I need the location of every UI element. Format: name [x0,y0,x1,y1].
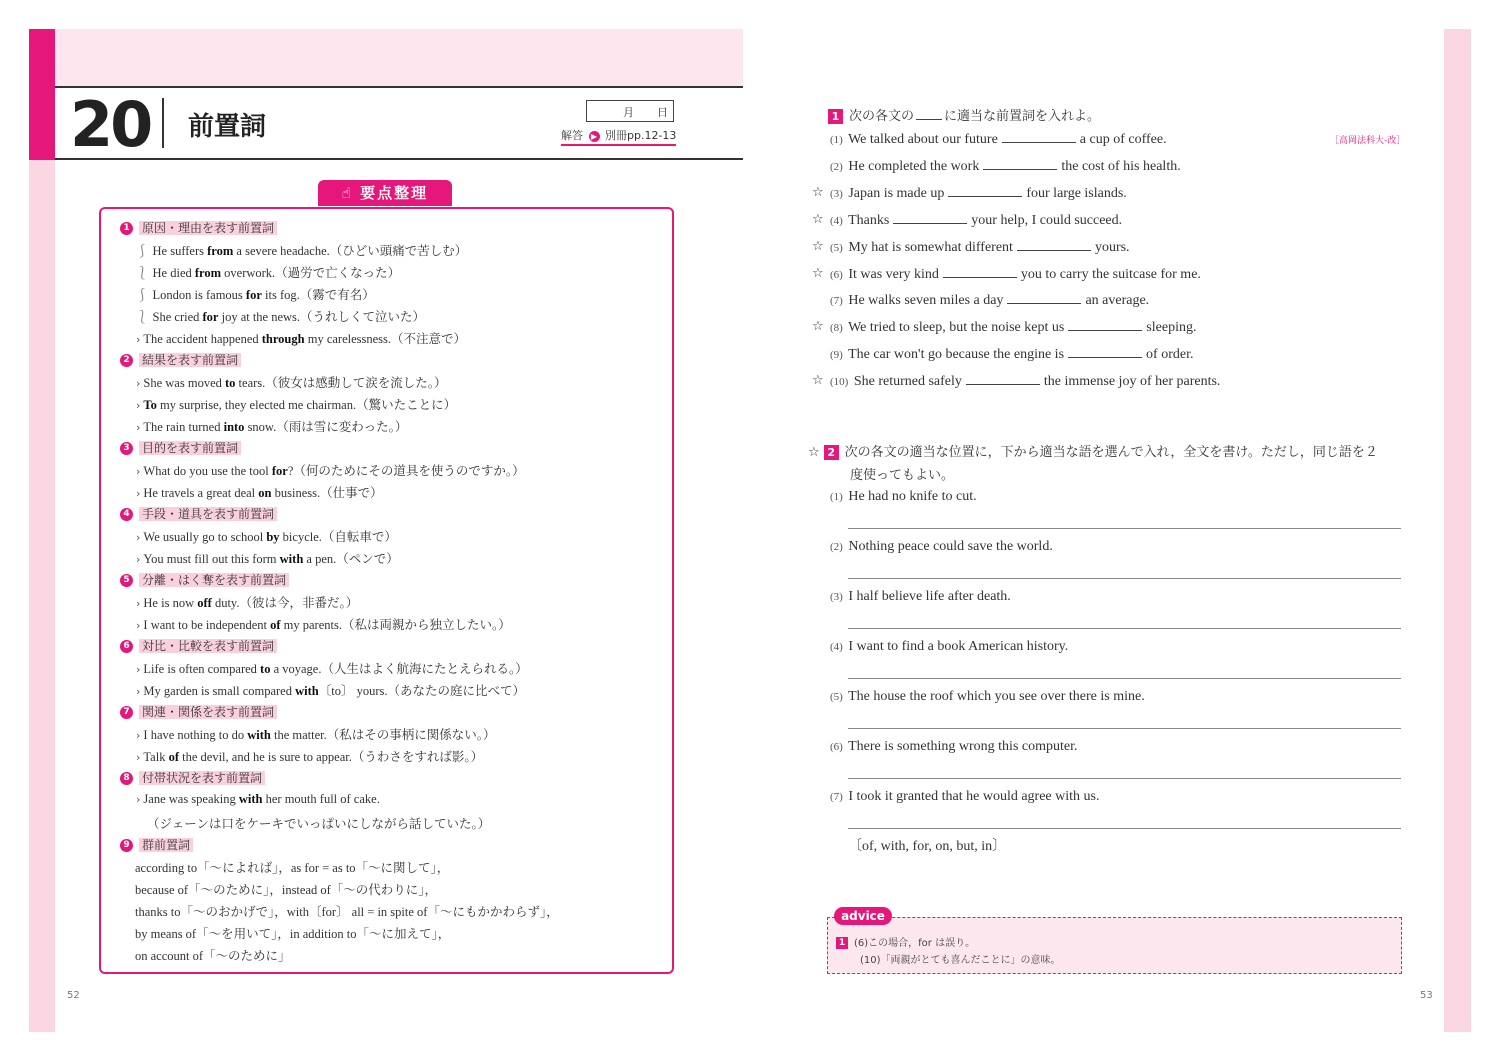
word-choices: 〔of, with, for, on, but, in〕 [848,839,1007,854]
example-line: › The accident happened through my carelessness.（不注意で） [136,332,467,346]
q2-item: (5) The house the roof which you see over there is mine. [830,689,1145,704]
answer-blank[interactable] [966,372,1040,385]
example-line: › The rain turned into snow.（雨は雪に変わった。） [136,420,408,434]
lesson-title: 前置詞 [188,112,267,142]
summary-title: 要点整理 [360,184,429,202]
hand-pointer-icon: ☝ [341,184,353,202]
q1-item: (2) He completed the work the cost of his health. [830,158,1181,174]
q2-item: (6) There is something wrong this computer. [830,739,1078,754]
right-margin-strip [1444,29,1471,1032]
answer-ref-prefix: 解答 [561,129,583,142]
example-line: › What do you use the tool for?（何のためにその道具を使うのですか。） [136,464,525,478]
answer-line[interactable] [848,728,1401,729]
star-icon: ☆ [812,184,824,200]
star-icon: ☆ [808,445,820,460]
example-line: › He is now off duty.（彼は今，非番だ。） [136,596,359,610]
group-line: on account of「～のために」 [135,949,291,963]
q2-number: 2 [824,445,839,460]
example-line: › I have nothing to do with the matter.（私はその事柄に関係ない。） [136,728,496,742]
answer-blank[interactable] [1068,345,1142,358]
answer-blank[interactable] [948,184,1022,197]
star-icon: ☆ [812,238,824,254]
q2-item: (3) I half believe life after death. [830,589,1011,604]
group-line: thanks to「～のおかげで」，with〔for〕 all = in spite of「～にもかかわらず」， [135,905,559,919]
q1-item: (6) It was very kind you to carry the suitcase for me. [830,266,1201,282]
page-number-right: 53 [1420,990,1433,1001]
example-line: › Jane was speaking with her mouth full of cake. [136,792,380,806]
q1-item: (1) We talked about our future a cup of coffee. [830,132,1167,147]
star-icon: ☆ [812,265,824,281]
example-line: › Talk of the devil, and he is sure to appear.（うわさをすれば影。） [136,750,484,764]
q1-number: 1 [828,109,843,124]
example-line: ⎱ She cried for joy at the news.（うれしくて泣いた） [136,309,426,324]
example-line: ⎰ He suffers from a severe headache.（ひどい頭痛で苦しむ） [136,243,468,258]
summary-content [120,0,670,1061]
answer-blank[interactable] [983,157,1057,170]
advice-line: 1 (6)この場合，for は誤り。 [836,934,975,949]
section-heading: 5 分離・はく奪を表す前置詞 [120,571,289,588]
section-heading: 2 結果を表す前置詞 [120,351,241,368]
q1-item: (7) He walks seven miles a day an average. [830,293,1150,309]
q1-item: (4) Thanks your help, I could succeed. [830,212,1123,228]
q2-item: (1) He had no knife to cut. [830,489,977,504]
answer-blank[interactable] [1007,291,1081,304]
date-day-label: 日 [657,106,668,119]
example-line: › I want to be independent of my parents.（私は両親から独立したい。） [136,618,511,632]
q2-item: (4) I want to find a book American history. [830,639,1069,654]
answer-line[interactable] [848,778,1401,779]
section-heading: 4 手段・道具を表す前置詞 [120,505,277,522]
example-line: ⎰ London is famous for its fog.（霧で有名） [136,287,375,302]
arrow-right-icon: ▶ [589,131,600,142]
q2-item: (2) Nothing peace could save the world. [830,539,1053,554]
example-translation: （ジェーンは口をケーキでいっぱいにしながら話していた。） [147,817,491,831]
q1-item: (3) Japan is made up four large islands. [830,185,1127,201]
answer-line[interactable] [848,828,1401,829]
star-icon: ☆ [812,211,824,227]
source-tag: ［高岡法科大-改］ [1330,136,1406,146]
example-line: › You must fill out this form with a pen.（ペンで） [136,552,399,566]
answer-ref-text: 別冊pp.12-13 [605,129,677,142]
q2-prompt: ☆ 2 次の各文の適当な位置に，下から適当な語を選んで入れ，全文を書け。ただし，同じ語を２ [808,445,1378,460]
section-heading: 6 対比・比較を表す前置詞 [120,637,277,654]
q2-prompt-cont: 度使ってもよい。 [850,468,955,483]
example-line: › She was moved to tears.（彼女は感動して涙を流した。） [136,376,447,390]
answer-blank[interactable] [1002,130,1076,143]
page-number-left: 52 [67,990,80,1001]
section-heading: 3 目的を表す前置詞 [120,439,241,456]
group-line: because of「～のために」，instead of「～の代わりに」， [135,883,438,897]
section-heading: 7 関連・関係を表す前置詞 [120,703,277,720]
section-heading: 8 付帯状況を表す前置詞 [120,769,265,786]
answer-line[interactable] [848,528,1401,529]
q1-item: (9) The car won't go because the engine is of order. [830,347,1194,363]
answer-line[interactable] [848,628,1401,629]
example-line: › My garden is small compared with〔to〕 yours.（あなたの庭に比べて） [136,684,525,698]
q2-item: (7) I took it granted that he would agree with us. [830,789,1100,804]
date-month-label: 月 [623,106,634,119]
example-line: › To my surprise, they elected me chairman.（驚いたことに） [136,398,457,412]
q1-item: (10) She returned safely the immense joy of her parents. [830,374,1221,390]
example-line: › We usually go to school by bicycle.（自転車で） [136,530,397,544]
q1-item: (8) We tried to sleep, but the noise kept us sleeping. [830,320,1197,336]
chapter-tab [29,29,55,160]
left-margin-strip [29,29,55,1032]
answer-line[interactable] [848,678,1401,679]
q1-prompt: 1 次の各文の に適当な前置詞を入れよ。 [828,105,1100,124]
advice-badge: advice [834,907,892,925]
advice-line: (10)「両親がとても喜んだことに」の意味。 [860,955,1061,966]
answer-blank[interactable] [893,211,967,224]
answer-blank[interactable] [1017,238,1091,251]
answer-blank[interactable] [943,265,1017,278]
section-heading: 9 群前置詞 [120,836,193,853]
star-icon: ☆ [812,373,824,389]
example-line: ⎱ He died from overwork.（過労で亡くなった） [136,265,401,280]
answer-line[interactable] [848,578,1401,579]
answer-blank[interactable] [1068,318,1142,331]
section-heading: 1 原因・理由を表す前置詞 [120,219,277,236]
example-line: › Life is often compared to a voyage.（人生はよく航海にたとえられる。） [136,662,528,676]
group-line: according to「～によれば」，as for = as to「～に関して」， [135,861,450,875]
group-line: by means of「～を用いて」，in addition to「～に加えて」， [135,927,451,941]
star-icon: ☆ [812,319,824,335]
example-line: › He travels a great deal on business.（仕事で） [136,486,383,500]
q1-item: (5) My hat is somewhat different yours. [830,239,1130,255]
lesson-number: 20 [70,88,151,161]
